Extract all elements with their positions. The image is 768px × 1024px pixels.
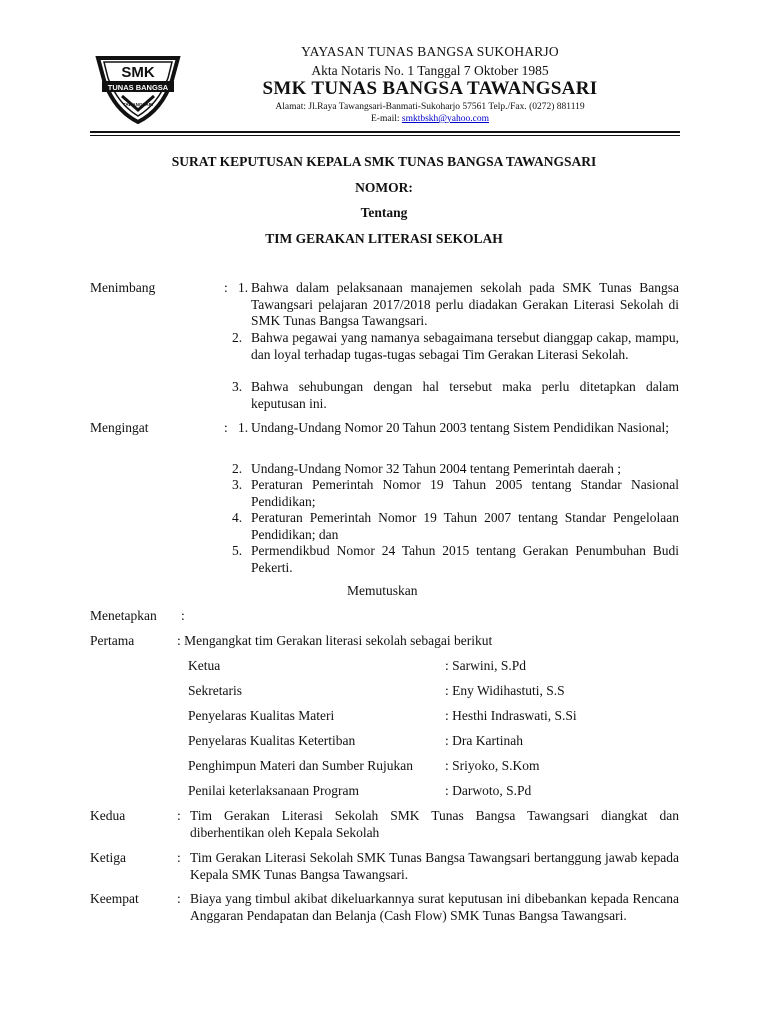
mengingat-num-3: 3. (232, 477, 243, 492)
pertama-text: : Mengangkat tim Gerakan literasi sekolah sebagai berikut (177, 633, 493, 648)
member-role: Penilai keterlaksanaan Program (188, 783, 359, 798)
menimbang-colon: : (224, 280, 228, 295)
decree-about: Tentang (360, 205, 408, 220)
keempat-colon: : (177, 891, 181, 906)
decree-subject: TIM GERAKAN LITERASI SEKOLAH (265, 231, 503, 246)
menimbang-label: Menimbang (90, 280, 156, 295)
memutuskan-heading: Memutuskan (347, 583, 418, 598)
ketiga-colon: : (177, 850, 181, 865)
email-label: E-mail: (371, 114, 400, 124)
school-email (190, 114, 670, 124)
mengingat-item-4: Peraturan Pemerintah Nomor 19 Tahun 2007 tentang Standar Pengelolaan Pendidikan; dan (251, 510, 679, 542)
logo-bottom-text: TAWANGSARI (122, 102, 154, 107)
ketiga-text: Tim Gerakan Literasi Sekolah SMK Tunas Bangsa Tawangsari bertanggung jawab kepada Kepala SMK Tunas Bangsa Tawangsari. (190, 850, 679, 882)
kedua-label: Kedua (90, 808, 126, 823)
menetapkan-colon: : (181, 608, 185, 623)
menimbang-item-3: Bahwa sehubungan dengan hal tersebut maka perlu ditetapkan dalam keputusan ini. (251, 379, 679, 411)
decree-title: SURAT KEPUTUSAN KEPALA SMK TUNAS BANGSA TAWANGSARI (171, 154, 597, 169)
menimbang-item-1: Bahwa dalam pelaksanaan manajemen sekolah pada SMK Tunas Bangsa Tawangsari pelajaran 2017/2018 perlu diadakan Gerakan Literasi Sekolah di SMK Tunas Bangsa Tawangsari. (251, 280, 679, 328)
menimbang-item-2: Bahwa pegawai yang namanya sebagaimana tersebut dianggap cakap, mampu, dan loyal terhadap tugas-tugas sebagai Tim Gerakan Literasi Sekolah. (251, 330, 679, 362)
pertama-label: Pertama (90, 633, 135, 648)
notary-deed: Akta Notaris No. 1 Tanggal 7 Oktober 1985 (311, 63, 549, 78)
member-role: Sekretaris (188, 683, 242, 698)
member-role: Penghimpun Materi dan Sumber Rujukan (188, 758, 413, 773)
school-name: SMK TUNAS BANGSA TAWANGSARI (262, 78, 598, 99)
menetapkan-label: Menetapkan (90, 608, 157, 623)
menimbang-num-2: 2. (232, 330, 243, 345)
logo-band-text: TUNAS BANGSA (107, 83, 169, 92)
member-name: : Darwoto, S.Pd (445, 783, 532, 798)
mengingat-item-1: Undang-Undang Nomor 20 Tahun 2003 tentang Sistem Pendidikan Nasional; (251, 420, 669, 435)
letterhead (0, 40, 768, 130)
member-role: Penyelaras Kualitas Materi (188, 708, 335, 723)
member-role: Penyelaras Kualitas Ketertiban (188, 733, 356, 748)
email-link[interactable]: smktbskh@yahoo.com (401, 114, 489, 124)
menimbang-num-1: 1. (238, 280, 249, 295)
member-name: : Sriyoko, S.Kom (445, 758, 540, 773)
keempat-text: Biaya yang timbul akibat dikeluarkannya surat keputusan ini dibebankan kepada Rencana Anggaran Pendapatan dan Belanja (Cash Flow) SMK Tunas Bangsa Tawangsari. (190, 891, 679, 923)
member-name: : Eny Widihastuti, S.S (445, 683, 565, 698)
school-address: Alamat: Jl.Raya Tawangsari-Banmati-Sukoharjo 57561 Telp./Fax. (0272) 881119 (275, 102, 585, 112)
mengingat-num-5: 5. (232, 543, 243, 558)
header-rule-thick (90, 131, 680, 133)
mengingat-label: Mengingat (90, 420, 149, 435)
mengingat-num-1: 1. (238, 420, 249, 435)
ketiga-label: Ketiga (90, 850, 126, 865)
decree-number: NOMOR: (355, 180, 413, 195)
foundation-name: YAYASAN TUNAS BANGSA SUKOHARJO (301, 44, 559, 59)
menimbang-num-3: 3. (232, 379, 243, 394)
member-role: Ketua (188, 658, 221, 673)
mengingat-num-4: 4. (232, 510, 243, 525)
mengingat-item-2: Undang-Undang Nomor 32 Tahun 2004 tentang Pemerintah daerah ; (251, 461, 621, 476)
kedua-text: Tim Gerakan Literasi Sekolah SMK Tunas Bangsa Tawangsari diangkat dan diberhentikan oleh Kepala Sekolah (190, 808, 679, 840)
mengingat-item-3: Peraturan Pemerintah Nomor 19 Tahun 2005 tentang Standar Nasional Pendidikan; (251, 477, 679, 509)
keempat-label: Keempat (90, 891, 139, 906)
kedua-colon: : (177, 808, 181, 823)
logo-top-text: SMK (121, 64, 155, 81)
mengingat-item-5: Permendikbud Nomor 24 Tahun 2015 tentang Gerakan Penumbuhan Budi Pekerti. (251, 543, 679, 575)
member-name: : Sarwini, S.Pd (445, 658, 527, 673)
school-logo (92, 52, 184, 124)
mengingat-num-2: 2. (232, 461, 243, 476)
header-rule-thin (90, 135, 680, 136)
mengingat-colon: : (224, 420, 228, 435)
member-name: : Hesthi Indraswati, S.Si (445, 708, 577, 723)
member-name: : Dra Kartinah (445, 733, 523, 748)
